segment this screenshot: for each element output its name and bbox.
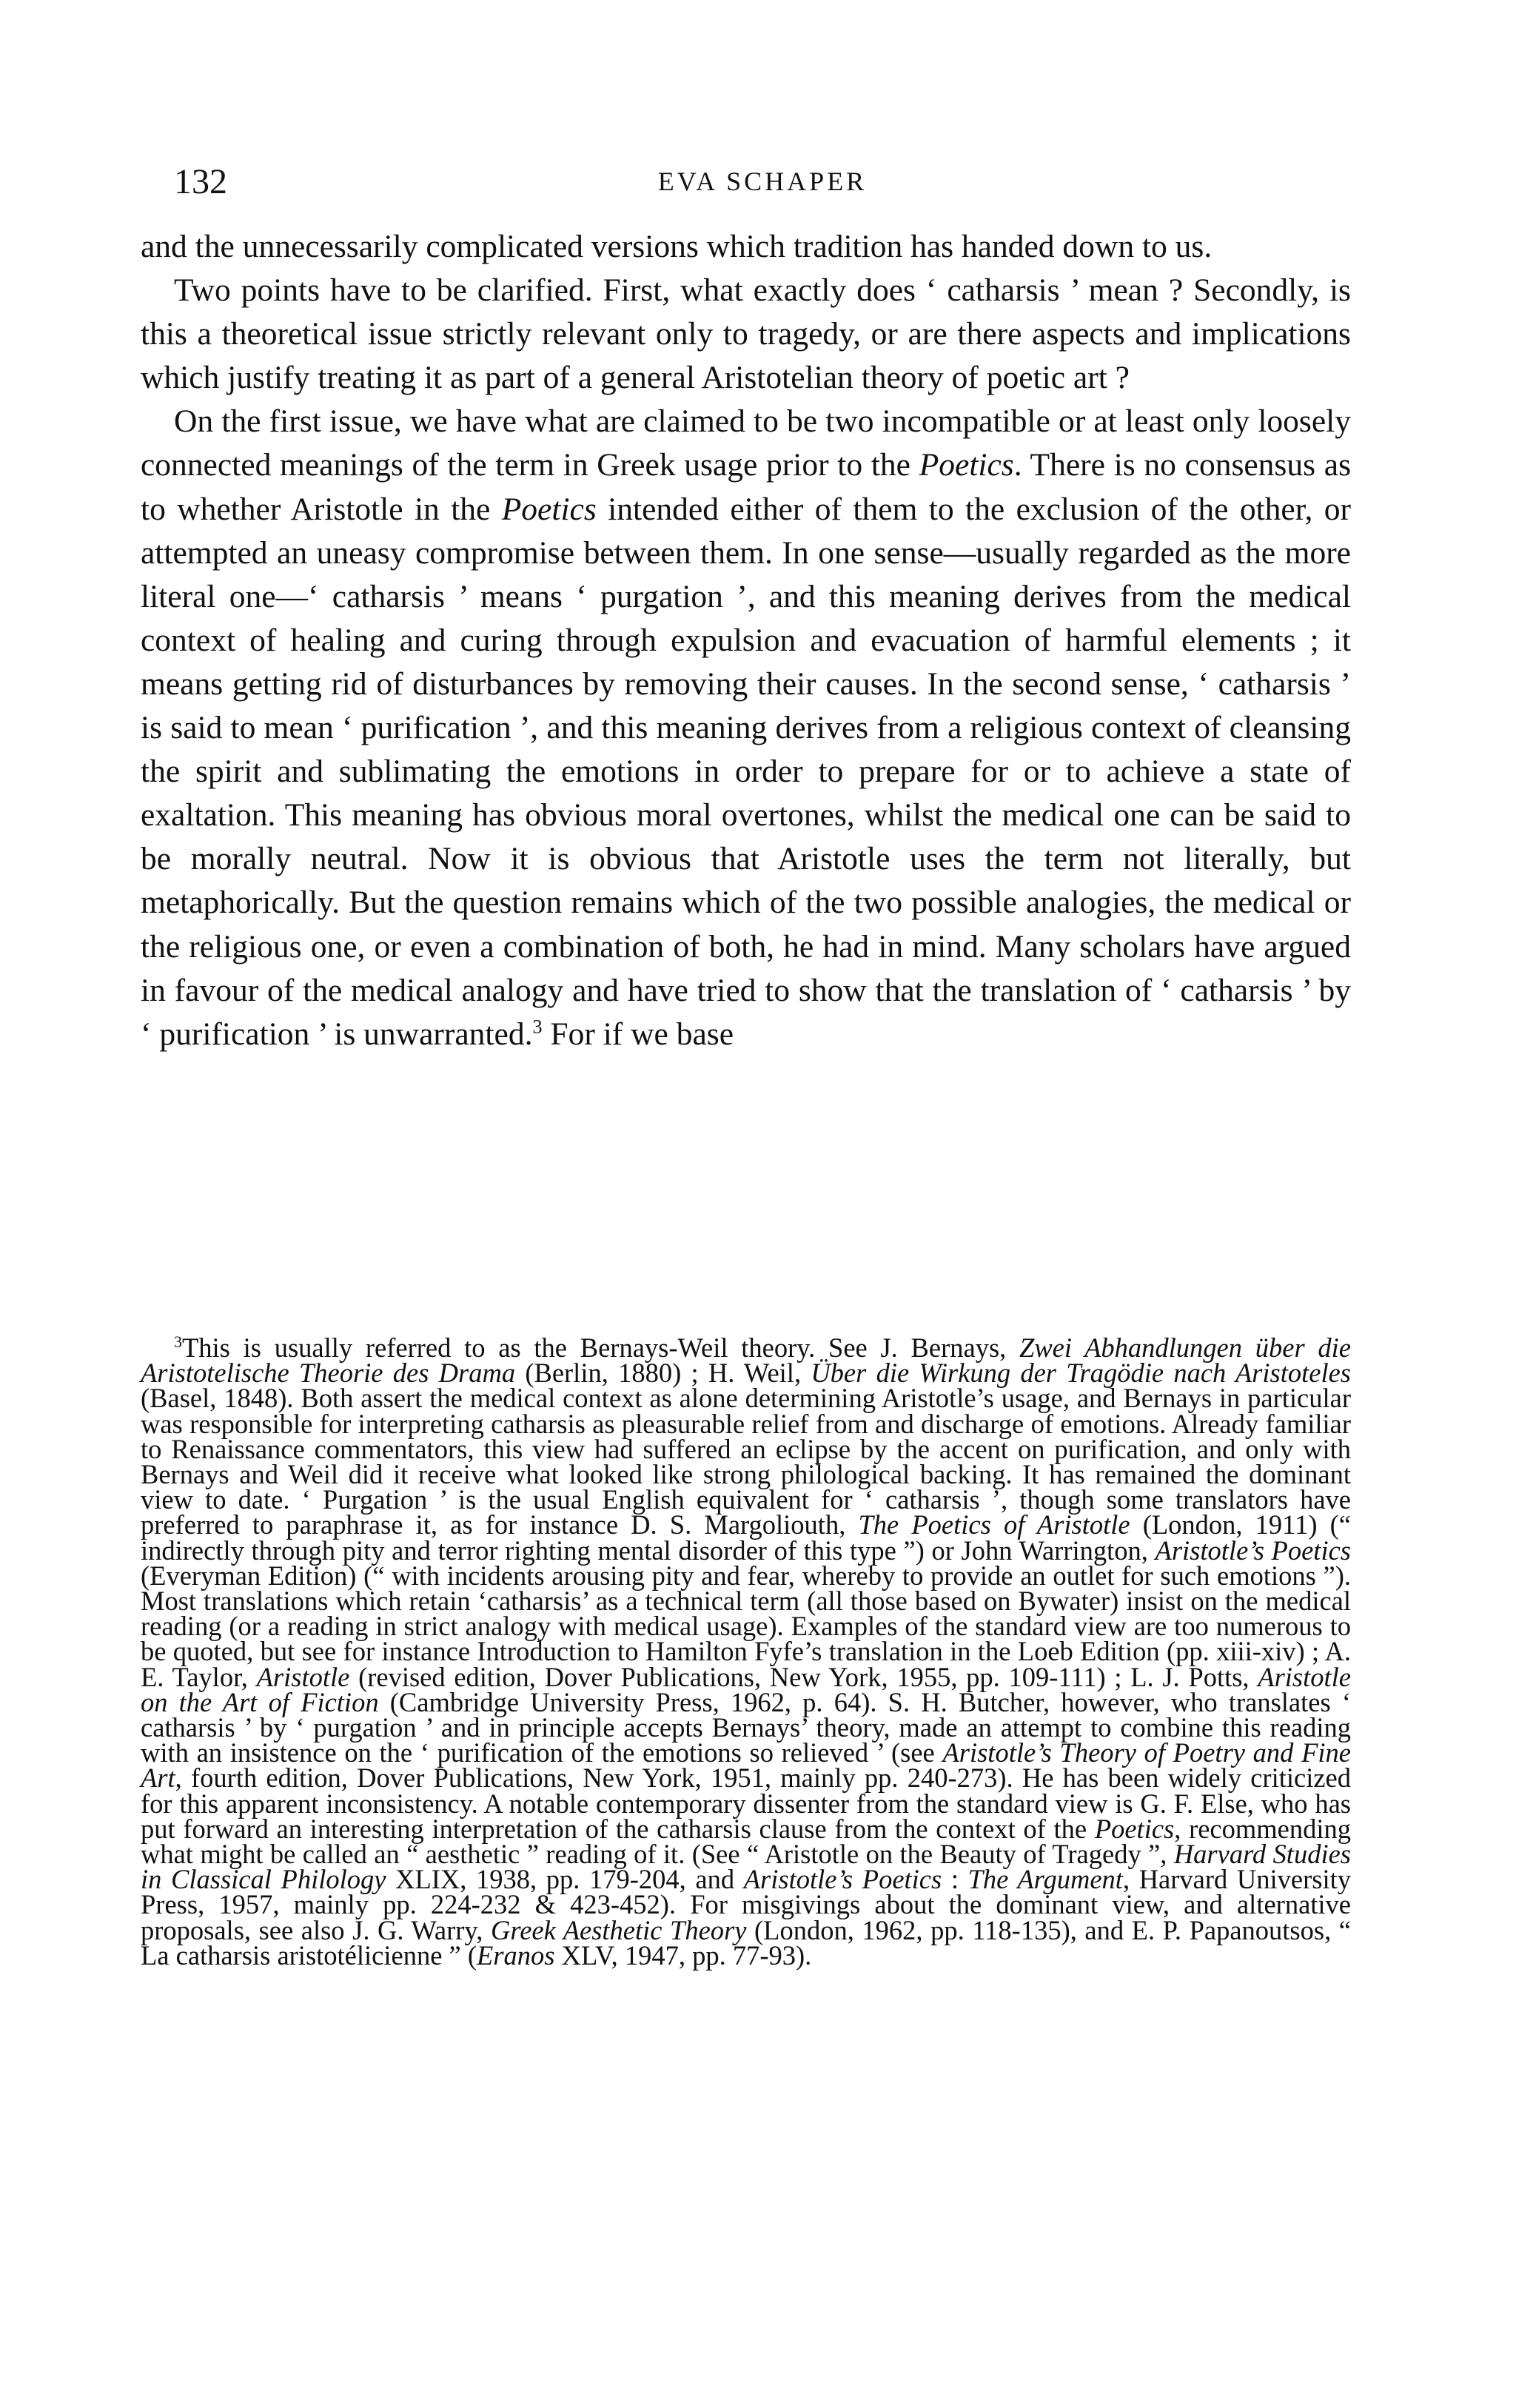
title-poetics: Poetics [501, 491, 597, 527]
cited-title: Eranos [477, 1939, 555, 1971]
paragraph-1: and the unnecessarily complicated versions which tradition has handed down to us. [141, 229, 1213, 264]
footnote-text: : [942, 1864, 968, 1895]
cited-title: Harvard Studies in Classical Philology [141, 1839, 1351, 1895]
cited-title: Aristotle’s Poetics [1155, 1535, 1351, 1566]
body-text [141, 225, 1351, 1056]
paragraph-3-text: . There is no consensus as to whether Aristotle in the [141, 447, 1351, 527]
paragraph-3-text: On the first issue, we have what are claimed to be two incompatible or at least only loosely connected meanings of the term in Greek usage prior to the [141, 403, 1351, 483]
footnote-text: XLIX, 1938, pp. 179-204, and [386, 1864, 744, 1895]
page-header [174, 161, 1351, 206]
paragraph-3-text: For if we base [542, 1016, 734, 1052]
footnote-3 [141, 1332, 1351, 1971]
cited-title: The Argument [967, 1864, 1123, 1895]
page-number: 132 [174, 162, 227, 201]
title-poetics: Poetics [919, 447, 1014, 483]
cited-title: Über die Wirkung der Tragödie nach Aristoteles [811, 1358, 1351, 1389]
cited-title: Aristotle on the Art of Fiction [141, 1661, 1351, 1717]
paragraph-2: Two points have to be clarified. First, what exactly does ‘ catharsis ’ mean ? Secondly, is this a theoretical issue strictly relevant only to tragedy, or are there aspects and implications which justify treating it as part of a general Aristotelian theory of poetic art ? [141, 272, 1351, 396]
cited-title: Poetics [1094, 1813, 1175, 1844]
cited-title: The Poetics of Aristotle [858, 1509, 1130, 1540]
cited-title: Aristotle’s Theory of Poetry and Fine Art [141, 1737, 1351, 1794]
footnote-text: (Cambridge University Press, 1962, p. 64). S. H. Butcher, however, who translates ‘ catharsis ’ by ‘ purgation ’ and in principle accepts Bernays’ theory, made an attempt to combine this reading with an insistence on the ‘ purification of the emotions so relieved ’ (see [141, 1686, 1351, 1768]
cited-title: Aristotle [256, 1661, 350, 1692]
footnote-text: , recommending what might be called an “ aesthetic ” reading of it. (See “ Aristotle on the Beauty of Tragedy ”, [141, 1813, 1351, 1870]
paragraph-3 [141, 400, 1351, 1056]
footnote-reference: 3 [532, 1016, 543, 1038]
footnote-text: , fourth edition, Dover Publications, New York, 1951, mainly pp. 240-273). He has been widely criticized for this apparent inconsistency. A notable contemporary dissenter from the standard view is G. F. Else, who has put forward an interesting interpretation of the catharsis clause from the context of the [141, 1763, 1351, 1844]
footnote-text: (London, 1911) (“ indirectly through pity and terror righting mental disorder of this type ”) or John Warrington, [141, 1509, 1351, 1566]
footnote-text: , Harvard University Press, 1957, mainly pp. 224-232 & 423-452). For misgivings about the dominant view, and alternative proposals, see also J. G. Warry, [141, 1864, 1351, 1945]
paragraph-3-text: intended either of them to the exclusion of the other, or attempted an uneasy compromise between them. In one sense—usually regarded as the more literal one—‘ catharsis ’ means ‘ purgation ’, and this meaning derives from the medical context of healing and curing through expulsion and evacuation of harmful elements ; it means getting rid of disturbances by removing their causes. In the second sense, ‘ catharsis ’ is said to mean ‘ purification ’, and this meaning derives from a religious context of cleansing the spirit and sublimating the emotions in order to prepare for or to achieve a state of exaltation. This meaning has obvious moral overtones, whilst the medical one can be said to be morally neutral. Now it is obvious that Aristotle uses the term not literally, but metaphorically. But the question remains which of the two possible analogies, the medical or the religious one, or even a combination of both, he had in mind. Many scholars have argued in favour of the medical analogy and have tried to show that the translation of ‘ catharsis ’ by ‘ purification ’ is unwarranted. [141, 491, 1351, 1052]
footnote-text: (Basel, 1848). Both assert the medical context as alone determining Aristotle’s usage, and Bernays in particular was responsible for interpreting catharsis as pleasurable relief from and discharge of emotions. Already familiar to Renaissance commentators, this view had suffered an eclipse by the accent on purification, and only with Bernays and Weil did it receive what looked like strong philological backing. It has remained the dominant view to date. ‘ Purgation ’ is the usual English equivalent for ‘ catharsis ’, though some translators have preferred to paraphrase it, as for instance D. S. Margoliouth, [141, 1383, 1351, 1540]
cited-title: Zwei Abhandlungen über die Aristotelische Theorie des Drama [141, 1332, 1351, 1389]
cited-title: Greek Aesthetic Theory [491, 1914, 747, 1945]
footnote-text: XLV, 1947, pp. 77-93). [554, 1939, 812, 1971]
cited-title: Aristotle’s Poetics [743, 1864, 942, 1895]
footnote-text: This is usually referred to as the Bernays-Weil theory. See J. Bernays, [181, 1332, 1020, 1363]
footnote-marker: 3 [174, 1332, 182, 1351]
footnote [141, 1332, 1351, 1971]
footnote-text: (Everyman Edition) (“ with incidents arousing pity and fear, whereby to provide an outlet for such emotions ”). Most translations which retain ‘catharsis’ as a technical term (all those based on Bywater) insist on the medical reading (or a reading in strict analogy with medical usage). Examples of the standard view are too numerous to be quoted, but see for instance Introduction to Hamilton Fyfe’s translation in the Loeb Edition (pp. xiii-xiv) ; A. E. Taylor, [141, 1560, 1351, 1692]
footnote-text: (Berlin, 1880) ; H. Weil, [515, 1358, 811, 1389]
footnote-text: (revised edition, Dover Publications, New York, 1955, pp. 109-111) ; L. J. Potts, [349, 1661, 1258, 1692]
running-head: EVA SCHAPER [657, 167, 868, 196]
footnote-text: (London, 1962, pp. 118-135), and E. P. Papanoutsos, “ La catharsis aristotélicienne ” ( [141, 1914, 1351, 1971]
